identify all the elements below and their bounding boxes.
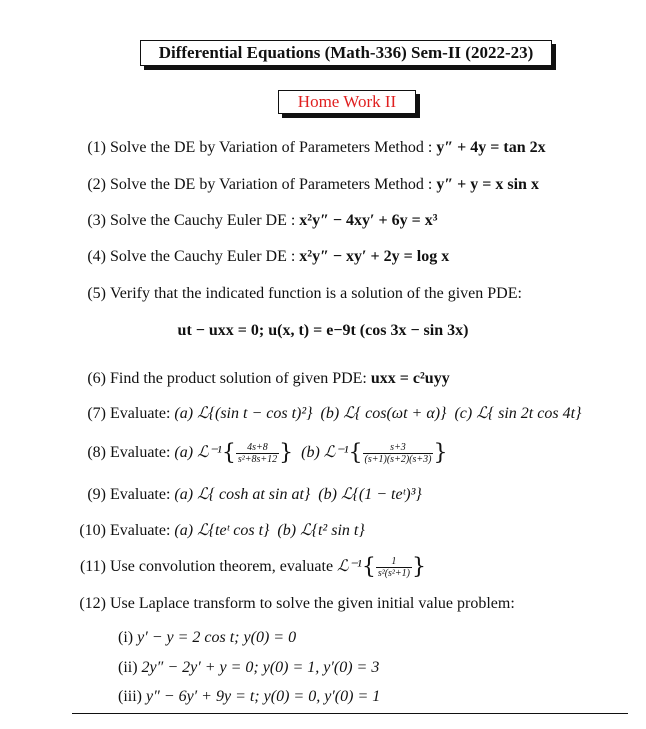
q10-part-b: (b) ℒ{t² sin t} [277, 522, 365, 539]
q7-part-b: (b) ℒ{ cos(ωt + α)} [320, 405, 447, 422]
numerator: s+3 [363, 442, 434, 454]
ivp-item-2 [118, 659, 379, 677]
question-2 [70, 175, 539, 195]
question-number: (3) [87, 212, 106, 229]
ivp-equation: 2y″ − 2y′ + y = 0; y(0) = 1, y′(0) = 3 [141, 659, 380, 676]
ivp-number: (i) [118, 629, 134, 646]
q7-part-a: (a) ℒ{(sin t − cos t)²} [174, 405, 313, 422]
question-text: Solve the DE by Variation of Parameters Method : [110, 139, 437, 156]
question-number: (7) [87, 405, 106, 422]
question-7 [70, 404, 581, 424]
question-number: (1) [87, 139, 106, 156]
q9-part-b: (b) ℒ{(1 − teᵗ)³} [318, 486, 422, 503]
question-math: uxx = c²uyy [370, 370, 450, 387]
question-10 [70, 521, 365, 541]
q7-part-c: (c) ℒ{ sin 2t cos 4t} [454, 405, 582, 422]
question-11 [70, 553, 426, 581]
question-text: Verify that the indicated function is a solution of the given PDE: [110, 285, 522, 302]
question-text: Find the product solution of given PDE: [110, 370, 371, 387]
q11-fraction [376, 556, 412, 579]
question-8 [70, 439, 447, 467]
bottom-rule [72, 713, 628, 714]
question-math: y″ + y = x sin x [436, 176, 539, 193]
question-text: Use Laplace transform to solve the given initial value problem: [110, 595, 515, 612]
q9-part-a: (a) ℒ{ cosh at sin at} [174, 486, 311, 503]
question-number: (12) [79, 595, 106, 612]
left-brace: { [361, 554, 376, 580]
ivp-item-1 [118, 629, 296, 647]
right-brace: } [412, 554, 426, 580]
numerator: 1 [376, 556, 412, 568]
question-text: Evaluate: [110, 405, 175, 422]
question-number: (8) [87, 444, 106, 461]
course-title: Differential Equations (Math-336) Sem-II (2022-23) [140, 40, 552, 66]
question-4 [70, 247, 449, 267]
question-text: Evaluate: [110, 522, 175, 539]
homework-title: Home Work II [278, 90, 416, 114]
question-number: (6) [87, 370, 106, 387]
denominator: (s+1)(s+2)(s+3) [364, 453, 432, 465]
question-number: (11) [79, 558, 106, 575]
question-text: Solve the Cauchy Euler DE : [110, 248, 300, 265]
question-5 [70, 284, 522, 304]
question-3 [70, 211, 438, 231]
question-6 [70, 369, 450, 389]
q8-fraction-a [236, 442, 279, 465]
left-brace: { [221, 440, 236, 466]
question-number: (10) [79, 522, 106, 539]
ivp-number: (ii) [118, 659, 138, 676]
denominator: s²+8s+12 [237, 453, 278, 465]
question-text: Solve the Cauchy Euler DE : [110, 212, 300, 229]
question-text: Evaluate: [110, 486, 175, 503]
q10-part-a: (a) ℒ{teᵗ cos t} [174, 522, 270, 539]
ivp-equation: y″ − 6y′ + 9y = t; y(0) = 0, y′(0) = 1 [146, 688, 381, 705]
q8-part-b-label: (b) ℒ⁻¹ [301, 444, 349, 461]
question-text: Evaluate: [110, 444, 175, 461]
question-text: Use convolution theorem, evaluate [110, 558, 338, 575]
question-9 [70, 485, 422, 505]
right-brace: } [433, 440, 448, 466]
question-number: (9) [87, 486, 106, 503]
q8-part-a-label: (a) ℒ⁻¹ [174, 444, 222, 461]
right-brace: } [279, 440, 294, 466]
question-number: (2) [87, 176, 106, 193]
question-number: (5) [87, 285, 106, 302]
question-math: x²y″ − 4xy′ + 6y = x³ [299, 212, 438, 229]
question-1 [70, 138, 546, 158]
question-number: (4) [87, 248, 106, 265]
ivp-equation: y′ − y = 2 cos t; y(0) = 0 [137, 629, 297, 646]
denominator: s²(s²+1) [377, 567, 410, 579]
ivp-item-3 [118, 688, 380, 706]
ivp-number: (iii) [118, 688, 142, 705]
question-math: y″ + 4y = tan 2x [436, 139, 546, 156]
question-math: x²y″ − xy′ + 2y = log x [299, 248, 450, 265]
question-12 [70, 594, 515, 614]
numerator: 4s+8 [236, 442, 279, 454]
left-brace: { [348, 440, 363, 466]
pde-equation: ut − uxx = 0; u(x, t) = e−9t (cos 3x − sin 3x) [177, 322, 469, 339]
q8-fraction-b [363, 442, 434, 465]
question-text: Solve the DE by Variation of Parameters Method : [110, 176, 437, 193]
q11-label: ℒ⁻¹ [337, 558, 362, 575]
